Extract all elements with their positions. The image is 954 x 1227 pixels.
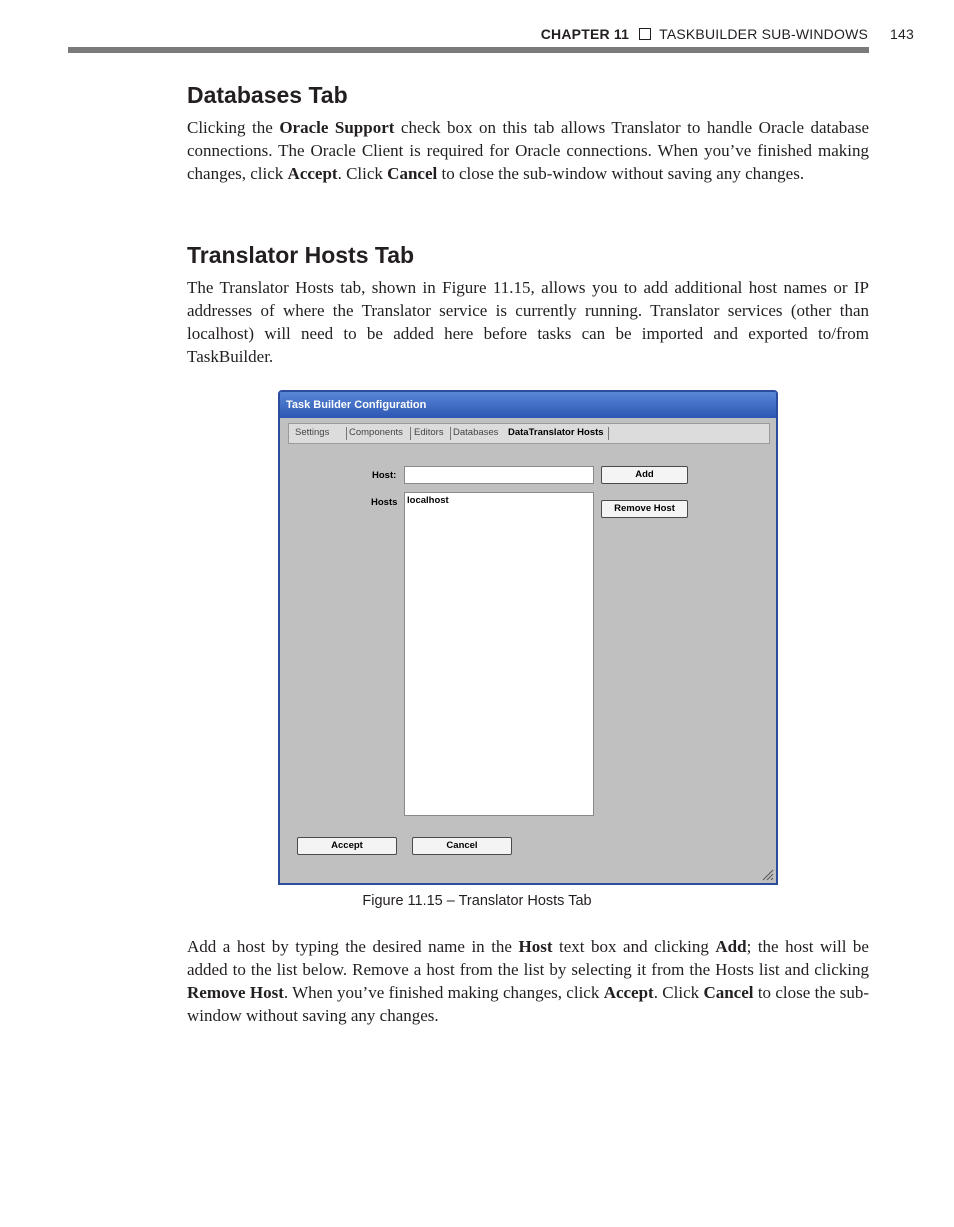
hosts-list[interactable] [404,492,594,816]
text-run: . Click [653,983,704,1002]
page-number: 143 [890,26,914,42]
text-run: check box on this tab allows Translator to handle Oracle database connections. The Oracle Client is required for Oracle connections. When you’ve finished making changes, click [187,118,869,183]
bold-term: Add [715,937,747,956]
tab-datatranslator-hosts[interactable]: DataTranslator Hosts [508,427,604,438]
dialog-titlebar: Task Builder Configuration [280,392,776,418]
hosts-label: Hosts [371,497,398,508]
bold-term: Cancel [703,983,754,1002]
text-run: Clicking the [187,118,280,137]
text-run: . When you’ve finished making changes, click [283,983,604,1002]
bold-term: Accept [603,983,654,1002]
tab-divider [346,427,347,440]
bold-term: Host [518,937,553,956]
text-run: text box and clicking [552,937,716,956]
figure-caption: Figure 11.15 – Translator Hosts Tab [362,893,592,909]
bold-term: Accept [287,164,338,183]
tab-divider [608,427,609,440]
final-section [187,935,869,1027]
running-header [541,26,914,42]
text-run: ; the host will be added to the list below. Remove a host from the list by selecting it from the Hosts list and clicking [187,937,869,979]
host-input[interactable] [404,466,594,484]
remove-host-button[interactable]: Remove Host [601,500,688,518]
text-run: to close the sub-window without saving any changes. [187,983,869,1025]
bold-term: Remove Host [187,983,284,1002]
databases-heading: Databases Tab [187,82,348,108]
text-run: to close the sub-window without saving any changes. [437,164,805,183]
tab-divider [410,427,411,440]
tab-databases[interactable]: Databases [453,427,499,438]
bold-term: Oracle Support [279,118,395,137]
databases-section [187,82,869,185]
translator-section [187,242,869,368]
tab-divider [450,427,451,440]
tab-settings[interactable]: Settings [295,427,330,438]
databases-paragraph [187,116,869,185]
add-button[interactable]: Add [601,466,688,484]
chapter-label: CHAPTER 11 [540,26,630,42]
host-label: Host: [372,470,397,481]
list-item[interactable]: localhost [407,495,449,506]
accept-button[interactable]: Accept [297,837,397,855]
translator-heading: Translator Hosts Tab [187,242,415,268]
final-paragraph [187,935,869,1027]
tab-components[interactable]: Components [349,427,403,438]
cancel-button[interactable]: Cancel [412,837,512,855]
header-rule [68,47,869,53]
resize-grip-icon[interactable] [762,869,774,881]
translator-paragraph: The Translator Hosts tab, shown in Figure 11.15, allows you to add additional host names or IP addresses of where the Translator service is currently running. Translator services (other than localhost) will need to be added here before tasks can be imported and exported to/from TaskBuilder. [187,278,869,366]
tab-strip [288,423,770,444]
text-run: Add a host by typing the desired name in the [187,937,519,956]
tab-editors[interactable]: Editors [414,427,444,438]
text-run: . Click [337,164,388,183]
config-dialog [278,390,778,885]
bold-term: Cancel [387,164,438,183]
square-icon [639,28,651,40]
section-label: TASKBUILDER SUB-WINDOWS [659,26,869,42]
